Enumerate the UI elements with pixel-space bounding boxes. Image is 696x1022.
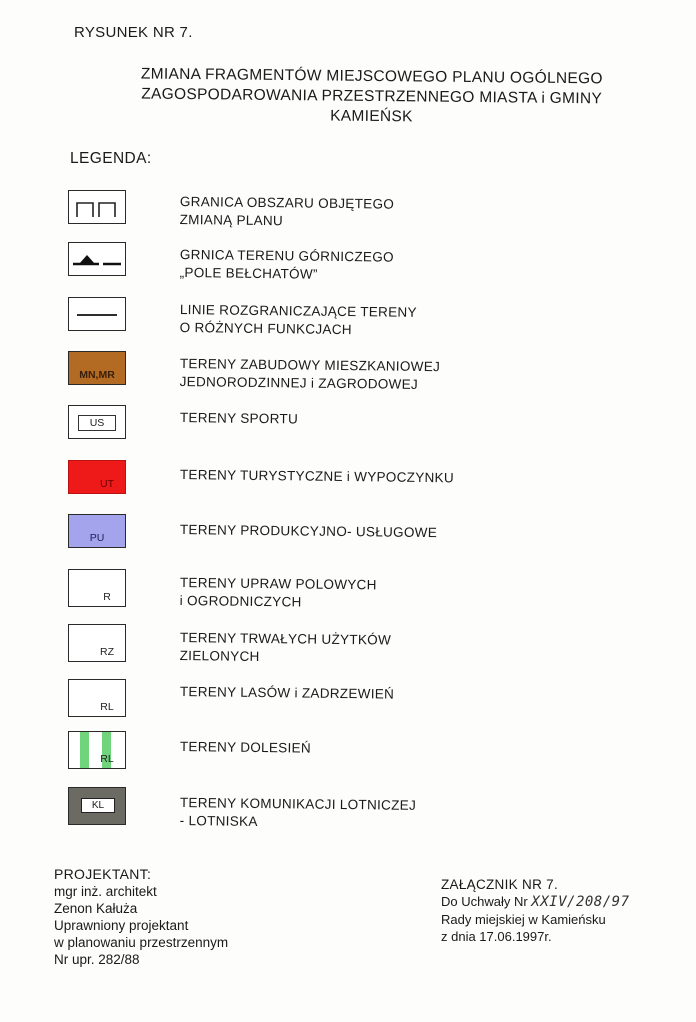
afforestation-symbol: RL bbox=[68, 731, 126, 769]
legend-header: LEGENDA: bbox=[70, 150, 152, 167]
annex-block: ZAŁĄCZNIK NR 7. Do Uchwały Nr XXIV/208/97 Rady miejskiej w Kamieńsku z dnia 17.06.1997r. bbox=[441, 877, 630, 944]
designer-block: PROJEKTANT: mgr inż. architekt Zenon Kałuża Uprawniony projektant w planowaniu przestrzennym Nr upr. 282/88 bbox=[54, 866, 229, 967]
mining-boundary-symbol bbox=[68, 242, 126, 276]
sport-symbol: US bbox=[68, 405, 126, 439]
boundary-change-symbol bbox=[68, 190, 126, 224]
title-line-3: KAMIEŃSK bbox=[330, 107, 413, 126]
legend-item-afforestation: TERENY DOLESIEŃ bbox=[179, 738, 312, 756]
title-line-2: ZAGOSPODAROWANIA PRZESTRZENNEGO MIASTA i GMINY bbox=[141, 85, 603, 108]
field-crops-symbol: R bbox=[68, 569, 126, 607]
production-symbol: PU bbox=[68, 514, 126, 548]
legend-item-dividing-lines: LINIE ROZGRANICZAJĄCE TERENY O RÓŻNYCH FUNKCJACH bbox=[179, 301, 417, 338]
title-line-1: ZMIANA FRAGMENTÓW MIEJSCOWEGO PLANU OGÓLNEGO bbox=[140, 65, 603, 88]
forest-symbol: RL bbox=[68, 679, 126, 717]
tourism-symbol: UT bbox=[68, 460, 126, 494]
legend-item-grassland: TERENY TRWAŁYCH UŻYTKÓW ZIELONYCH bbox=[179, 629, 392, 664]
legend-item-production: TERENY PRODUKCYJNO- USŁUGOWE bbox=[179, 521, 438, 541]
airport-symbol: KL bbox=[68, 787, 126, 825]
grassland-symbol: RZ bbox=[68, 624, 126, 662]
legend-item-sport: TERENY SPORTU bbox=[179, 409, 299, 427]
legend-item-tourism: TERENY TURYSTYCZNE i WYPOCZYNKU bbox=[179, 466, 455, 486]
residential-symbol: MN,MR bbox=[68, 351, 126, 385]
annex-title: ZAŁĄCZNIK NR 7. bbox=[441, 877, 559, 892]
legend-item-mining-boundary: GRNICA TERENU GÓRNICZEGO „POLE BEŁCHATÓW” bbox=[179, 246, 394, 282]
designer-header: PROJEKTANT: bbox=[54, 866, 152, 882]
legend-item-forest: TERENY LASÓW i ZADRZEWIEŃ bbox=[179, 683, 395, 702]
dividing-line-symbol bbox=[68, 297, 126, 331]
document-title bbox=[91, 64, 652, 130]
legend-item-boundary-change: GRANICA OBSZARU OBJĘTEGO ZMIANĄ PLANU bbox=[179, 193, 395, 229]
legend-item-residential: TERENY ZABUDOWY MIESZKANIOWEJ JEDNORODZINNEJ i ZAGRODOWEJ bbox=[179, 355, 441, 392]
legend-item-field-crops: TERENY UPRAW POLOWYCH i OGRODNICZYCH bbox=[179, 574, 377, 610]
figure-label: RYSUNEK NR 7. bbox=[74, 24, 193, 41]
resolution-line: Do Uchwały Nr XXIV/208/97 bbox=[441, 894, 630, 910]
legend-item-airport: TERENY KOMUNIKACJI LOTNICZEJ - LOTNISKA bbox=[179, 794, 417, 829]
resolution-number: XXIV/208/97 bbox=[531, 894, 630, 910]
